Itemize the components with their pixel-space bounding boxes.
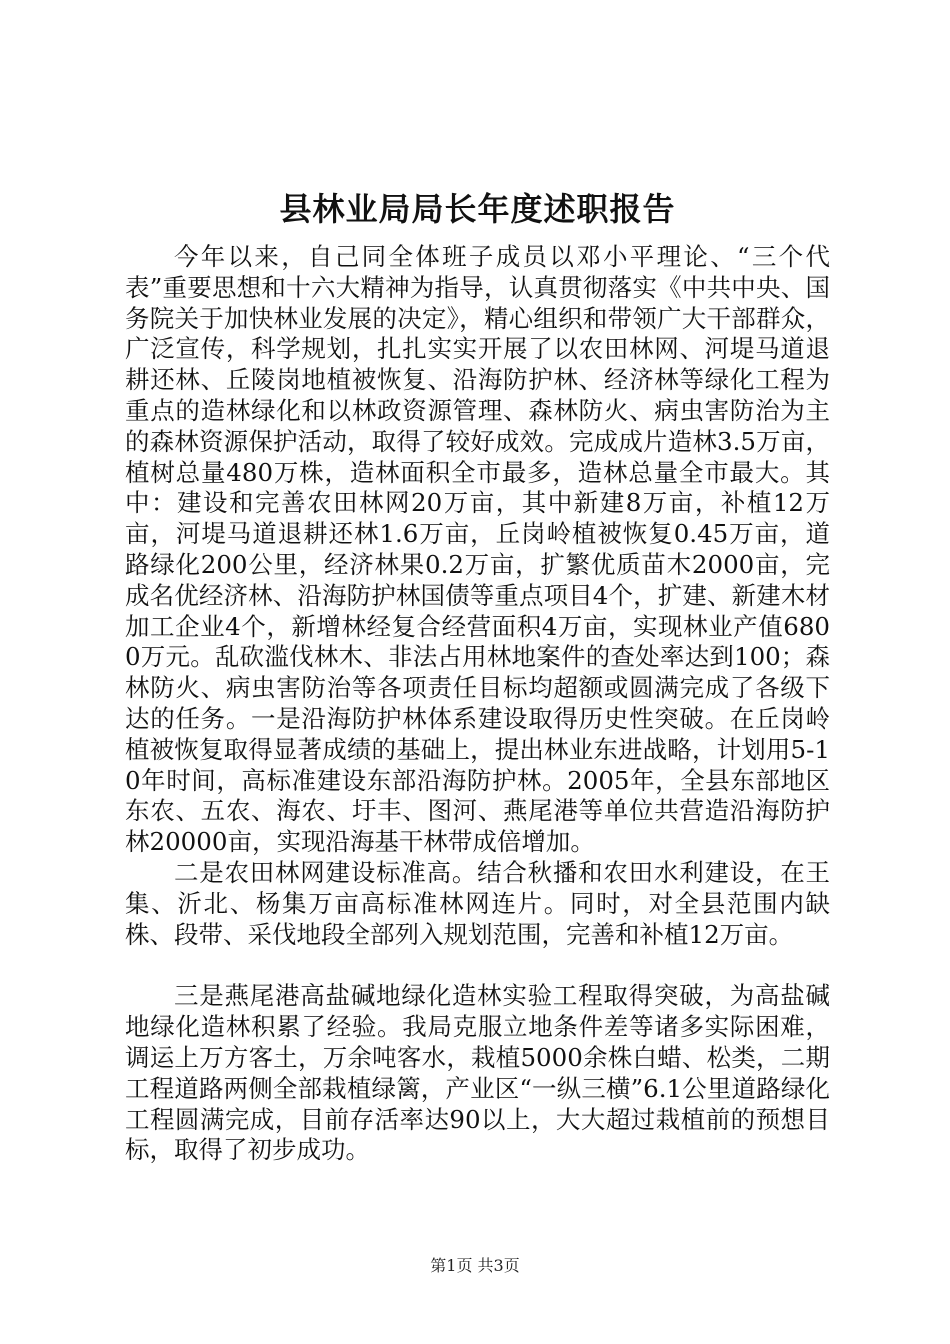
page-footer: 第1页 共3页: [430, 1256, 520, 1275]
paragraph-3: 三是燕尾港高盐碱地绿化造林实验工程取得突破，为高盐碱地绿化造林积累了经验。我局克服立地条件差等诸多实际困难，调运上万方客土，万余吨客水，栽植5000余株白蜡、松类，二期工程道路两侧全部栽植绿篱，产业区“一纵三横”6.1公里道路绿化工程圆满完成，目前存活率达90以上，大大超过栽植前的预想目标，取得了初步成功。: [125, 981, 830, 1165]
document-title: 县林业局局长年度述职报告: [279, 190, 676, 228]
document-page: [125, 180, 830, 1166]
paragraph-spacer: [125, 950, 830, 981]
paragraph-2: 二是农田林网建设标准高。结合秋播和农田水利建设，在王集、沂北、杨集万亩高标准林网连片。同时，对全县范围内缺株、段带、采伐地段全部列入规划范围，完善和补植12万亩。: [125, 857, 830, 949]
paragraph-1: 今年以来，自己同全体班子成员以邓小平理论、“三个代表”重要思想和十六大精神为指导，认真贯彻落实《中共中央、国务院关于加快林业发展的决定》，精心组织和带领广大干部群众，广泛宣传，科学规划，扎扎实实开展了以农田林网、河堤马道退耕还林、丘陵岗地植被恢复、沿海防护林、经济林等绿化工程为重点的造林绿化和以林政资源管理、森林防火、病虫害防治为主的森林资源保护活动，取得了较好成效。完成成片造林3.5万亩，植树总量480万株，造林面积全市最多，造林总量全市最大。其中：建设和完善农田林网20万亩，其中新建8万亩，补植12万亩，河堤马道退耕还林1.6万亩，丘岗岭植被恢复0.45万亩，道路绿化200公里，经济林果0.2万亩，扩繁优质苗木2000亩，完成名优经济林、沿海防护林国债等重点项目4个，扩建、新建木材加工企业4个，新增林经复合经营面积4万亩，实现林业产值6800万元。乱砍滥伐林木、非法占用林地案件的查处率达到100；森林防火、病虫害防治等各项责任目标均超额或圆满完成了各级下达的任务。一是沿海防护林体系建设取得历史性突破。在丘岗岭植被恢复取得显著成绩的基础上，提出林业东进战略，计划用5-10年时间，高标准建设东部沿海防护林。2005年，全县东部地区东农、五农、海农、圩丰、图河、燕尾港等单位共营造沿海防护林20000亩，实现沿海基干林带成倍增加。: [125, 242, 830, 857]
